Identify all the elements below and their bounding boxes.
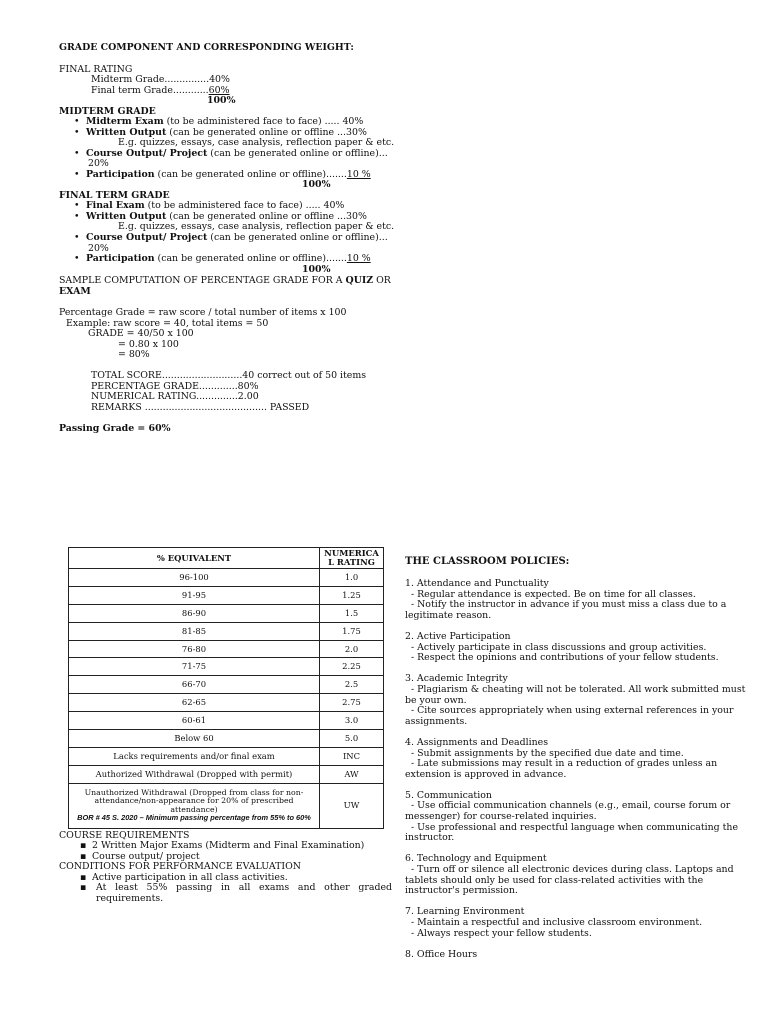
uw-rating: UW [320,783,384,828]
condition-item: ▪ Active participation in all class activities. [80,872,288,883]
percent-equivalent-cell: 86-90 [69,604,320,622]
percent-equivalent-cell: 62-65 [69,694,320,712]
sample-numerical-rating: NUMERICAL RATING..............2.00 [91,391,259,402]
numerical-rating-cell: 1.0 [320,569,384,587]
policy-line: messenger) for course-related inquiries. [405,811,597,823]
policy-item [405,674,745,727]
policy-line: - Late submissions may result in a reduction of grades unless an [405,758,718,770]
policy-title: 5. Communication [405,789,492,801]
table-row [69,783,384,828]
numerical-rating-cell: 2.75 [320,694,384,712]
final-rating-midterm: Midterm Grade...............40% [91,74,230,85]
sample-grade-line1: GRADE = 40/50 x 100 [88,328,194,339]
policy-line: - Actively participate in class discussions and group activities. [405,641,707,653]
finalterm-heading: FINAL TERM GRADE [59,190,170,201]
midterm-heading: MIDTERM GRADE [59,106,156,117]
policy-line: - Turn off or silence all electronic devices during class. Laptops and [405,864,734,876]
policy-line: instructor. [405,832,455,844]
col-header-percent: % EQUIVALENT [69,548,320,569]
policy-title: 3. Academic Integrity [405,673,508,685]
policies-heading: THE CLASSROOM POLICIES: [405,556,570,567]
percent-equivalent-cell: Lacks requirements and/or final exam [69,747,320,765]
numerical-rating-cell: 2.0 [320,640,384,658]
policy-item [405,579,745,621]
table-row [69,765,384,783]
finalterm-written-example: E.g. quizzes, essays, case analysis, reflection paper & etc. [118,221,395,232]
policy-line: - Always respect your fellow students. [405,927,592,939]
policy-item [405,791,745,844]
table-row [69,694,384,712]
policy-title: 1. Attendance and Punctuality [405,578,549,589]
table-row [69,640,384,658]
table-row [69,747,384,765]
table-row [69,604,384,622]
finalterm-exam-item: • Final Exam (to be administered face to face) ..... 40% [74,200,345,211]
finalterm-course-item: • Course Output/ Project (can be generated online or offline)... [74,232,388,243]
numerical-rating-cell: 1.5 [320,604,384,622]
passing-grade: Passing Grade = 60% [59,423,171,434]
policy-item [405,632,745,664]
numerical-rating-cell: 2.25 [320,658,384,676]
percent-equivalent-cell: 91-95 [69,586,320,604]
numerical-rating-cell: 1.75 [320,622,384,640]
midterm-course-pct: 20% [88,158,109,169]
numerical-rating-cell: 1.25 [320,586,384,604]
policy-line: - Use official communication channels (e.g., email, course forum or [405,800,731,812]
sample-title-exam: EXAM [59,286,91,297]
grade-equivalence-table [68,547,384,829]
policy-line: - Submit assignments by the specified due date and time. [405,747,684,759]
table-row [69,586,384,604]
policy-item [405,854,745,896]
policy-title: 6. Technology and Equipment [405,853,547,865]
table-row [69,730,384,748]
policy-item [405,907,745,939]
policy-line: - Maintain a respectful and inclusive classroom environment. [405,917,703,928]
percent-equivalent-cell: Below 60 [69,730,320,748]
final-rating-finalterm: Final term Grade............60% [91,85,230,96]
table-row [69,569,384,587]
table-row [69,658,384,676]
sample-grade-line3: = 80% [118,349,150,360]
policy-title: 2. Active Participation [405,630,511,642]
condition-item: ▪ At least 55% passing in all exams and other graded requirements. [80,882,392,904]
course-req-item: ▪ Course output/ project [80,851,200,862]
midterm-course-item: • Course Output/ Project (can be generated online or offline)... [74,148,388,159]
sample-example: Example: raw score = 40, total items = 50 [66,318,269,329]
numerical-rating-cell: 2.5 [320,676,384,694]
final-rating-label: FINAL RATING [59,64,133,75]
policy-line: - Regular attendance is expected. Be on time for all classes. [405,588,696,600]
numerical-rating-cell: INC [320,747,384,765]
finalterm-participation-item: • Participation (can be generated online or offline).......10 % [74,253,371,264]
policy-line: instructor's permission. [405,885,518,897]
policy-title: 7. Learning Environment [405,906,525,918]
sample-title: SAMPLE COMPUTATION OF PERCENTAGE GRADE FOR A QUIZ OR [59,275,391,286]
percent-equivalent-cell: 60-61 [69,712,320,730]
policy-line: extension is approved in advance. [405,768,567,780]
policies-list [405,579,745,971]
policy-item [405,738,745,780]
sample-remarks: REMARKS ......................................... PASSED [91,402,310,413]
policy-line: legitimate reason. [405,609,492,621]
policy-line: tablets should only be used for class-related activities with the [405,874,704,886]
table-row [69,676,384,694]
percent-equivalent-cell: 96-100 [69,569,320,587]
policy-line: - Respect the opinions and contributions of your fellow students. [405,652,719,664]
percent-equivalent-cell: 76-80 [69,640,320,658]
policy-item [405,950,745,961]
policy-title: 4. Assignments and Deadlines [405,736,549,748]
policy-line: be your own. [405,694,467,706]
policy-line: - Cite sources appropriately when using external references in your [405,705,734,717]
percent-equivalent-cell: 81-85 [69,622,320,640]
midterm-exam-item: • Midterm Exam (to be administered face to face) ..... 40% [74,116,364,127]
finalterm-total: 100% [302,264,331,275]
uw-description: Unauthorized Withdrawal (Dropped from class for non-attendance/non-appearance for 20% of prescribed attendance) BOR # 45 S. 2020 – Minimum passing percentage from 55% to 60% [69,783,320,828]
percent-equivalent-cell: Authorized Withdrawal (Dropped with permit) [69,765,320,783]
final-rating-total: 100% [207,95,236,106]
policy-line: assignments. [405,715,468,727]
midterm-total: 100% [302,179,331,190]
percent-equivalent-cell: 66-70 [69,676,320,694]
numerical-rating-cell: 3.0 [320,712,384,730]
col-header-rating: NUMERICA L RATING [320,548,384,569]
midterm-participation-item: • Participation (can be generated online or offline).......10 % [74,169,371,180]
midterm-written-example: E.g. quizzes, essays, case analysis, reflection paper & etc. [118,137,395,148]
percent-equivalent-cell: 71-75 [69,658,320,676]
document-title: GRADE COMPONENT AND CORRESPONDING WEIGHT: [59,42,354,53]
finalterm-written-item: • Written Output (can be generated online or offline ...30% [74,211,367,222]
policy-line: - Plagiarism & cheating will not be tolerated. All work submitted must [405,683,746,695]
course-req-item: ▪ 2 Written Major Exams (Midterm and Final Examination) [80,840,365,851]
table-header-row [69,548,384,569]
conditions-heading: CONDITIONS FOR PERFORMANCE EVALUATION [59,861,301,872]
policy-line: - Use professional and respectful language when communicating the [405,821,739,833]
numerical-rating-cell: 5.0 [320,730,384,748]
policy-line: - Notify the instructor in advance if you must miss a class due to a [405,599,727,611]
policy-title: 8. Office Hours [405,948,478,960]
sample-total-score: TOTAL SCORE...........................40 correct out of 50 items [91,370,367,381]
table-row [69,712,384,730]
numerical-rating-cell: AW [320,765,384,783]
table-row [69,622,384,640]
sample-grade-line2: = 0.80 x 100 [118,339,179,350]
sample-formula: Percentage Grade = raw score / total number of items x 100 [59,307,347,318]
sample-percentage-grade: PERCENTAGE GRADE.............80% [91,381,259,392]
midterm-written-item: • Written Output (can be generated online or offline ...30% [74,127,367,138]
finalterm-course-pct: 20% [88,243,109,254]
course-req-heading: COURSE REQUIREMENTS [59,830,190,841]
